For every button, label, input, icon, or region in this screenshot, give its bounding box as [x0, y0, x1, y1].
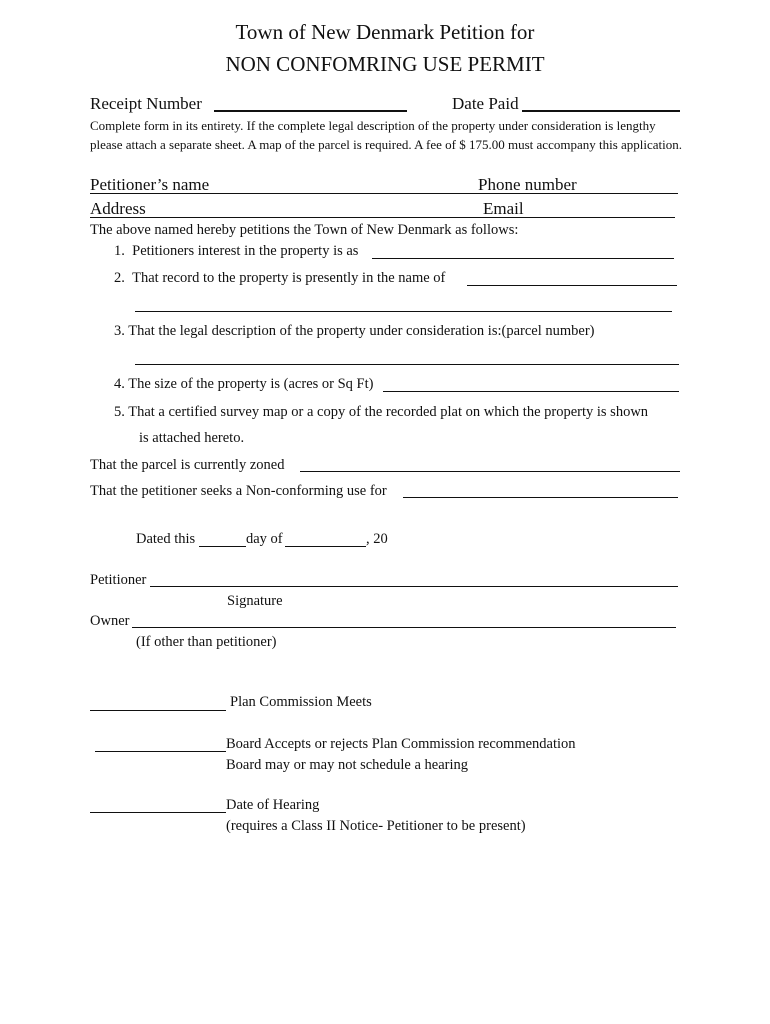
receipt-number-label: Receipt Number: [90, 94, 202, 113]
petitioner-name-field[interactable]: [90, 193, 478, 194]
item5-text-line1: 5. That a certified survey map or a copy of the recorded plat on which the property is shown: [114, 404, 649, 420]
board-label-line2: Board may or may not schedule a hearing: [226, 757, 468, 773]
dated-month-field[interactable]: [285, 546, 366, 547]
plan-commission-label: Plan Commission Meets: [230, 694, 372, 710]
hearing-label-line2: (requires a Class II Notice- Petitioner to be present): [226, 818, 526, 834]
petitioner-signature-field[interactable]: [150, 586, 678, 587]
dated-this-label: Dated this: [136, 531, 196, 547]
item3-text: 3. That the legal description of the property under consideration is:(parcel number): [114, 323, 595, 339]
form-title-line2: NON CONFOMRING USE PERMIT: [225, 52, 545, 76]
phone-number-label: Phone number: [478, 175, 577, 194]
instructions-text: Complete form in its entirety. If the complete legal description of the property under consideration is lengthy please attach a separate sheet. A map of the parcel is required. A fee of $ 175.00 must accompany this application.: [90, 118, 683, 152]
petitioner-name-label: Petitioner’s name: [90, 175, 210, 194]
plan-commission-date-field[interactable]: [90, 710, 226, 711]
date-paid-label: Date Paid: [452, 94, 519, 113]
year-prefix-label: , 20: [366, 531, 388, 547]
zoned-field[interactable]: [300, 471, 680, 472]
zoned-text: That the parcel is currently zoned: [90, 457, 285, 473]
board-label-line1: Board Accepts or rejects Plan Commission recommendation: [226, 736, 576, 752]
petitioner-signature-label: Petitioner: [90, 572, 147, 588]
email-label: Email: [483, 199, 524, 218]
board-date-field[interactable]: [95, 751, 226, 752]
owner-signature-label: Owner: [90, 613, 130, 629]
nonconforming-text: That the petitioner seeks a Non-conforming use for: [90, 483, 387, 499]
nonconforming-field[interactable]: [403, 497, 678, 498]
day-of-label: day of: [246, 531, 283, 547]
hearing-label-line1: Date of Hearing: [226, 797, 320, 813]
item2-field[interactable]: [467, 285, 677, 286]
phone-number-field[interactable]: [478, 193, 678, 194]
petition-intro: The above named hereby petitions the Town of New Denmark as follows:: [90, 222, 519, 238]
item4-field[interactable]: [383, 391, 679, 392]
signature-caption: Signature: [227, 593, 283, 609]
owner-signature-field[interactable]: [132, 627, 676, 628]
receipt-number-field[interactable]: [214, 110, 407, 112]
item2-text: 2. That record to the property is presently in the name of: [114, 270, 446, 286]
address-field[interactable]: [90, 217, 483, 218]
address-label: Address: [90, 199, 146, 218]
item1-text: 1. Petitioners interest in the property is as: [114, 243, 359, 259]
date-paid-field[interactable]: [522, 110, 680, 112]
item2-field-continued[interactable]: [135, 311, 672, 312]
form-title-line1: Town of New Denmark Petition for: [235, 20, 535, 44]
dated-day-field[interactable]: [199, 546, 246, 547]
item4-text: 4. The size of the property is (acres or Sq Ft): [114, 376, 374, 392]
item5-text-line2: is attached hereto.: [139, 430, 245, 446]
email-field[interactable]: [483, 217, 675, 218]
owner-caption: (If other than petitioner): [136, 634, 277, 650]
item3-field[interactable]: [135, 364, 679, 365]
item1-field[interactable]: [372, 258, 674, 259]
hearing-date-field[interactable]: [90, 812, 226, 813]
